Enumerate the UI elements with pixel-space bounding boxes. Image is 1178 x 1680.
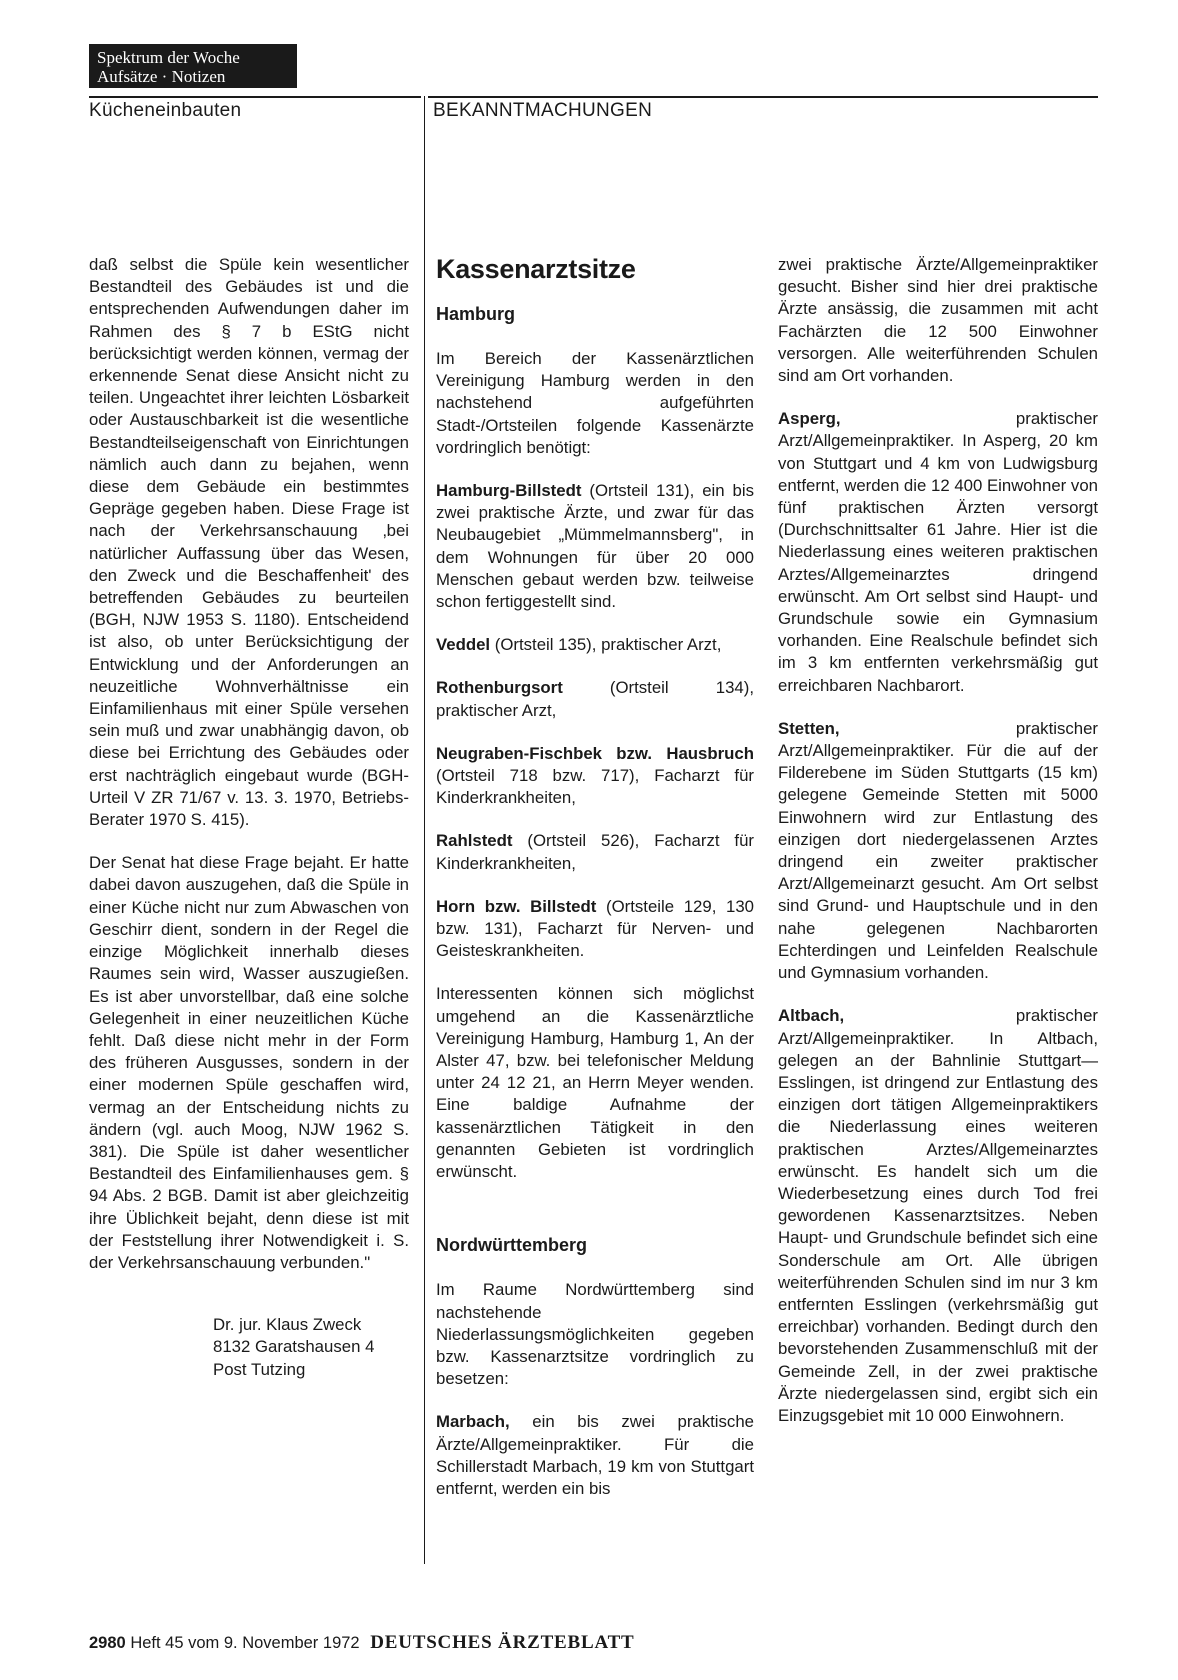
middle-column (436, 252, 754, 1521)
entry-place: Hamburg-Billstedt (436, 481, 582, 501)
entry-text: ein bis zwei praktische Ärzte/Allgemeinpraktiker. Für die Schillerstadt Marbach, 19 km von Stuttgart entfernt, werden ein bis (436, 1412, 754, 1498)
entry-text: (Ortsteile 129, 130 bzw. 131), Facharzt für Nerven- und Geisteskrankheiten. (436, 896, 754, 961)
entry-text: praktischer Arzt/Allgemeinpraktiker. In Altbach, gelegen an der Bahnlinie Stuttgart—Esslingen, ist dringend zur Entlastung des einzigen dort tätigen Allgemeinpraktikers die Niederlassung eines weiteren praktischen Arztes/Allgemeinarztes erwünscht. Es handelt sich um die Wiederbesetzung eines durch Tod frei gewordenen Kassenarztsitzes. Neben Haupt- und Grundschule befindet sich eine Sonderschule am Ort. Alle übrigen weiterführenden Schulen sind im nur 3 km entfernten Esslingen (verkehrsmäßig gut erreichbar) vorhanden. Bedingt durch den bevorstehenden Zusammenschluß mit der Gemeinde Zell, in der zwei praktische Ärzte niedergelassen sind, ergibt sich ein Einzugsgebiet mit 10 000 Einwohnern. (778, 1006, 1098, 1425)
header-rule-left (89, 96, 421, 98)
entry-rothenburgsort (436, 677, 754, 721)
entry-place: Altbach, (778, 1006, 845, 1026)
entry-place: Neugraben-Fischbek bzw. Hausbruch (436, 743, 754, 763)
header-rule-right (428, 96, 1098, 98)
section-badge (89, 44, 297, 88)
headline: Kassenarztsitze (436, 254, 636, 284)
author-signature (213, 1314, 409, 1381)
left-column (89, 254, 409, 1381)
region-heading-hamburg: Hamburg (436, 304, 516, 324)
entry-text: praktischer Arzt/Allgemeinpraktiker. In Asperg, 20 km von Stuttgart und 4 km von Ludwigsburg entfernt, werden die 12 400 Einwohner von fünf praktischen Ärzten versorgt (Durchschnittsalter 61 Jahre. Hier ist die Niederlassung eines weiteren praktischen Arztes/Allgemeinarztes dringend erwünscht. Am Ort selbst sind Haupt- und Grundschule sowie ein Gymnasium vorhanden. Eine Realschule befindet sich im 3 km entfernten verkehrsmäßig gut erreichbaren Nachbarort. (778, 409, 1098, 695)
entry-marbach (436, 1411, 754, 1500)
entry-place: Stetten, (778, 718, 840, 738)
entry-text: (Ortsteil 135), praktischer Arzt, (490, 635, 722, 655)
entry-place: Asperg, (778, 409, 841, 429)
entry-rahlstedt (436, 830, 754, 874)
entry-horn (436, 896, 754, 963)
issue-info: Heft 45 vom 9. November 1972 (130, 1634, 360, 1652)
article-paragraph-2: Der Senat hat diese Frage bejaht. Er hatte dabei davon auszugehen, daß die Spüle in einer Küche nicht nur zum Abwaschen von Geschirr dient, sondern in der Regel die einzige Möglichkeit innerhalb dieses Raumes sein wird, Wasser auszugießen. Es ist aber unvorstellbar, daß eine solche Gelegenheit in einer neuzeitlichen Küche fehlt. Daß diese nicht mehr in der Form des früheren Ausgusses, sondern in der einer modernen Spüle geschaffen wird, vermag an der Entscheidung nichts zu ändern (vgl. auch Moog, NJW 1962 S. 381). Die Spüle ist daher wesentlicher Bestandteil des Einfamilienhauses gem. § 94 Abs. 2 BGB. Damit ist aber gleichzeitig ihre Üblichkeit bejaht, denn diese ist mit der Feststellung ihrer Notwendigkeit i. S. der Verkehrsanschauung verbunden." (89, 853, 409, 1272)
nw-intro: Im Raume Nordwürttemberg sind nachstehende Niederlassungsmöglichkeiten gegeben bzw. Kassenarztsitze vordringlich zu besetzen: (436, 1280, 754, 1389)
article-paragraph-1: daß selbst die Spüle kein wesentlicher Bestandteil des Gebäudes ist und die entsprechenden Aufwendungen daher im Rahmen des § 7 b EStG nicht berücksichtigt werden können, vermag der erkennende Senat diese Ansicht nicht zu teilen. Ungeachtet ihrer leichten Lösbarkeit oder Austauschbarkeit ist die wesentliche Bestandteilseigenschaft von Einrichtungen nämlich auch dann zu bejahen, wenn diese dem Gebäude ein bestimmtes Gepräge gegeben haben. Diese Frage ist nach der Verkehrsanschauung ‚bei natürlicher Auffassung über das Wesen, den Zweck und die Beschaffenheit' des betreffenden Gebäudes zu beurteilen (BGH, NJW 1953 S. 1180). Entscheidend ist also, ob unter Berücksichtigung der Entwicklung und der Anforderungen an neuzeitliche Wohnverhältnisse ein Einfamilienhaus mit einer Spüle versehen sein muß und zwar unabhängig davon, ob diese bei Errichtung des Gebäudes oder erst nachträglich eingebaut wurde (BGH-Urteil V ZR 71/67 v. 13. 3. 1970, Betriebs-Berater 1970 S. 415). (89, 255, 409, 830)
entry-asperg (778, 408, 1098, 697)
signature-line-3: Post Tutzing (213, 1359, 306, 1379)
entry-place: Marbach, (436, 1412, 510, 1432)
column-divider (424, 96, 425, 1564)
entry-text: (Ortsteil 134), praktischer Arzt, (436, 678, 754, 720)
signature-line-2: 8132 Garatshausen 4 (213, 1337, 375, 1357)
badge-line-2: Aufsätze · Notizen (97, 67, 226, 86)
entry-veddel (436, 634, 754, 656)
entry-stetten (778, 718, 1098, 984)
marbach-continuation: zwei praktische Ärzte/Allgemeinpraktiker gesucht. Bisher sind hier drei praktische Ärzte ansässig, die zusammen mit acht Fachärzten die 12 500 Einwohner versorgen. Alle weiterführenden Schulen sind am Ort vorhanden. (778, 255, 1098, 386)
entry-text: (Ortsteil 718 bzw. 717), Facharzt für Kinderkrankheiten, (436, 766, 754, 808)
entry-place: Rahlstedt (436, 831, 513, 851)
section-title-left: Kücheneinbauten (89, 100, 242, 121)
entry-text: praktischer Arzt/Allgemeinpraktiker. Für die auf der Filderebene im Süden Stuttgarts (15 km) gelegene Gemeinde Stetten mit 5000 Einwohnern wird zur Entlastung des einzigen dort niedergelassenen Arztes dringend ein zweiter praktischer Arzt/Allgemeinarzt gesucht. Am Ort selbst sind Grund- und Hauptschule und in den nahe gelegenen Nachbarorten Echterdingen und Leinfelden Realschule und Gymnasium vorhanden. (778, 718, 1098, 983)
page-number: 2980 (89, 1634, 126, 1652)
entry-place: Horn bzw. Billstedt (436, 896, 597, 916)
hamburg-contact: Interessenten können sich möglichst umgehend an die Kassenärztliche Vereinigung Hamburg, Hamburg 1, An der Alster 47, bzw. bei telefonischer Meldung unter 24 12 21, an Herrn Meyer wenden. Eine baldige Aufnahme der kassenärztlichen Tätigkeit in den genannten Gebieten ist vordringlich erwünscht. (436, 984, 754, 1182)
entry-place: Rothenburgsort (436, 678, 563, 698)
entry-text: (Ortsteil 131), ein bis zwei praktische Ärzte, und zwar für das Neubaugebiet „Mümmelmannsberg", in dem Wohnungen für über 20 000 Menschen gebaut werden bzw. teilweise schon fertiggestellt sind. (436, 481, 754, 612)
entry-place: Veddel (436, 635, 491, 655)
entry-text: (Ortsteil 526), Facharzt für Kinderkrankheiten, (436, 831, 754, 873)
signature-line-1: Dr. jur. Klaus Zweck (213, 1315, 362, 1335)
journal-name: DEUTSCHES ÄRZTEBLATT (370, 1632, 635, 1653)
page-footer (89, 1632, 635, 1654)
entry-hamburg-billstedt (436, 480, 754, 613)
badge-line-1: Spektrum der Woche (97, 48, 240, 67)
entry-neugraben (436, 743, 754, 810)
section-title-right: BEKANNTMACHUNGEN (433, 100, 653, 121)
region-heading-nordwuerttemberg: Nordwürttemberg (436, 1235, 588, 1256)
entry-altbach (778, 1005, 1098, 1427)
right-column (778, 254, 1098, 1448)
hamburg-intro: Im Bereich der Kassenärztlichen Vereinigung Hamburg werden in den nachstehend aufgeführten Stadt-/Ortsteilen folgende Kassenärzte vordringlich benötigt: (436, 349, 754, 457)
